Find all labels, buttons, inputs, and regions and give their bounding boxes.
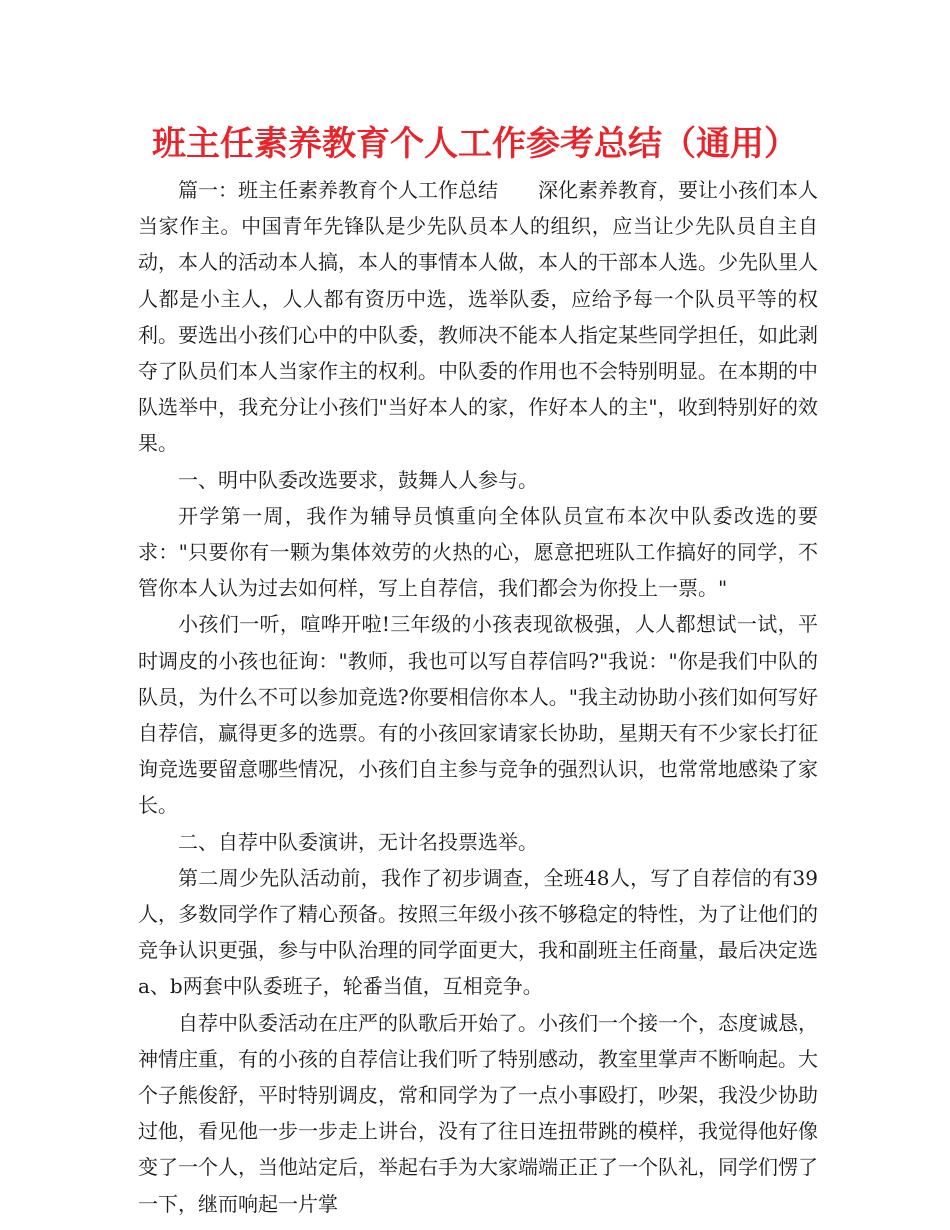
section-heading-2: 二、自荐中队委演讲，无计名投票选举。 (178, 829, 538, 854)
paragraph: 自荐中队委活动在庄严的队歌后开始了。小孩们一个接一个，态度诚恳，神情庄重，有的小孩的自荐信让我们听了特别感动，教室里掌声不断响起。大个子熊俊舒，平时特别调皮，常和同学为了一点小事殴打，吵架，我没少协助过他，看见他一步一步走上讲台，没有了往日连扭带跳的模样，我觉得他好像变了一个人，当他站定后，举起右手为大家端端正正了一个队礼，同学们愣了一下，继而响起一片掌 (138, 1010, 818, 1216)
document-body (138, 172, 818, 1222)
section-heading-1: 一、明中队委改选要求，鼓舞人人参与。 (178, 467, 538, 492)
paragraph-intro: 篇一：班主任素养教育个人工作总结 深化素养教育，要让小孩们本人当家作主。中国青年先锋队是少先队员本人的组织，应当让少先队员自主自动，本人的活动本人搞，本人的事情本人做，本人的干部本人选。少先队里人人都是小主人，人人都有资历中选，选举队委，应给予每一个队员平等的权利。要选出小孩们心中的中队委，教师决不能本人指定某些同学担任，如此剥夺了队员们本人当家作主的权利。中队委的作用也不会特别明显。在本期的中队选举中，我充分让小孩们"当好本人的家，作好本人的主"，收到特别好的效果。 (138, 178, 818, 456)
paragraph: 小孩们一听，喧哗开啦!三年级的小孩表现欲极强，人人都想试一试，平时调皮的小孩也征询："教师，我也可以写自荐信吗?"我说："你是我们中队的队员，为什么不可以参加竞选?你要相信你本人。"我主动协助小孩们如何写好自荐信，赢得更多的选票。有的小孩回家请家长协助，星期天有不少家长打征询竞选要留意哪些情况，小孩们自主参与竞争的强烈认识，也常常地感染了家长。 (138, 612, 818, 818)
paragraph: 开学第一周，我作为辅导员慎重向全体队员宣布本次中队委改选的要求："只要你有一颗为集体效劳的火热的心，愿意把班队工作搞好的同学，不管你本人认为过去如何样，写上自荐信，我们都会为你投上一票。" (138, 503, 818, 601)
paragraph: 第二周少先队活动前，我作了初步调查，全班48人，写了自荐信的有39人，多数同学作了精心预备。按照三年级小孩不够稳定的特性，为了让他们的竞争认识更强，参与中队治理的同学面更大，我和副班主任商量，最后决定选a、b两套中队委班子，轮番当值，互相竞争。 (138, 865, 818, 999)
document-title: 班主任素养教育个人工作参考总结（通用） (152, 124, 798, 164)
